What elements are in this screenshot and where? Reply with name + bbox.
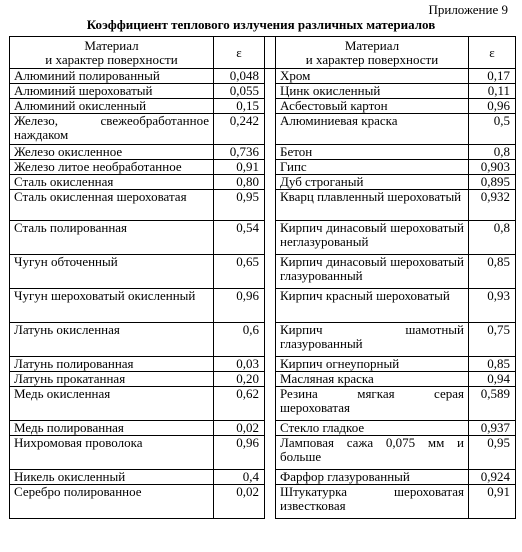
eps-left: 0,048: [214, 69, 265, 84]
table-row: [10, 114, 516, 145]
eps-left: 0,65: [214, 255, 265, 289]
table-row: [10, 436, 516, 470]
eps-left: 0,736: [214, 145, 265, 160]
material-left: Сталь окисленная шероховатая: [10, 190, 214, 221]
eps-right: 0,5: [469, 114, 516, 145]
eps-left: 0,02: [214, 421, 265, 436]
eps-right: 0,8: [469, 221, 516, 255]
material-left: Чугун шероховатый окисленный: [10, 289, 214, 323]
material-left: Железо, свежеобработанное наждаком: [10, 114, 214, 145]
eps-right: 0,932: [469, 190, 516, 221]
header-eps-left: ε: [214, 37, 265, 69]
column-gap: [265, 255, 276, 289]
column-gap: [265, 357, 276, 372]
material-right: Стекло гладкое: [276, 421, 469, 436]
eps-left: 0,055: [214, 84, 265, 99]
material-left: Никель окисленный: [10, 470, 214, 485]
material-right: Фарфор глазурованный: [276, 470, 469, 485]
table-row: [10, 190, 516, 221]
header-material-right: Материал и характер поверхности: [276, 37, 469, 69]
material-left: Медь окисленная: [10, 387, 214, 421]
table-row: [10, 160, 516, 175]
emissivity-table: [9, 36, 516, 519]
table-row: [10, 69, 516, 84]
eps-right: 0,11: [469, 84, 516, 99]
table-body: [10, 69, 516, 519]
column-gap: [265, 160, 276, 175]
column-gap: [265, 485, 276, 519]
column-gap: [265, 289, 276, 323]
material-right: Дуб строганый: [276, 175, 469, 190]
eps-left: 0,80: [214, 175, 265, 190]
eps-right: 0,937: [469, 421, 516, 436]
column-gap: [265, 84, 276, 99]
material-right: Резина мягкая серая шероховатая: [276, 387, 469, 421]
material-left: Нихромовая проволока: [10, 436, 214, 470]
table-row: [10, 372, 516, 387]
material-left: Латунь прокатанная: [10, 372, 214, 387]
eps-right: 0,589: [469, 387, 516, 421]
table-row: [10, 221, 516, 255]
material-right: Кварц плавленный шероховатый: [276, 190, 469, 221]
material-right: Масляная краска: [276, 372, 469, 387]
eps-right: 0,85: [469, 357, 516, 372]
table-row: [10, 421, 516, 436]
material-right: Кирпич динасовый шероховатый неглазурованый: [276, 221, 469, 255]
column-gap: [265, 190, 276, 221]
material-right: Бетон: [276, 145, 469, 160]
header-eps-right: ε: [469, 37, 516, 69]
column-gap: [265, 69, 276, 84]
material-right: Кирпич шамотный глазурованный: [276, 323, 469, 357]
column-gap: [265, 436, 276, 470]
table-row: [10, 485, 516, 519]
appendix-label: Приложение 9: [428, 2, 508, 17]
table-title: Коэффициент теплового излучения различных материалов: [86, 17, 436, 32]
material-right: Кирпич огнеупорный: [276, 357, 469, 372]
eps-right: 0,75: [469, 323, 516, 357]
eps-left: 0,91: [214, 160, 265, 175]
material-right: Штукатурка шероховатая известковая: [276, 485, 469, 519]
eps-left: 0,03: [214, 357, 265, 372]
table-row: [10, 387, 516, 421]
eps-left: 0,54: [214, 221, 265, 255]
eps-right: 0,93: [469, 289, 516, 323]
eps-left: 0,6: [214, 323, 265, 357]
material-left: Железо окисленное: [10, 145, 214, 160]
column-gap: [265, 323, 276, 357]
material-left: Сталь полированная: [10, 221, 214, 255]
table-header-row: [10, 37, 516, 69]
material-left: Сталь окисленная: [10, 175, 214, 190]
eps-right: 0,924: [469, 470, 516, 485]
material-right: Асбестовый картон: [276, 99, 469, 114]
eps-right: 0,903: [469, 160, 516, 175]
eps-left: 0,96: [214, 436, 265, 470]
column-gap: [265, 37, 276, 69]
column-gap: [265, 221, 276, 255]
eps-left: 0,62: [214, 387, 265, 421]
material-left: Алюминий полированный: [10, 69, 214, 84]
table-row: [10, 175, 516, 190]
eps-left: 0,15: [214, 99, 265, 114]
eps-right: 0,96: [469, 99, 516, 114]
material-left: Серебро полированное: [10, 485, 214, 519]
material-right: Хром: [276, 69, 469, 84]
material-left: Латунь полированная: [10, 357, 214, 372]
eps-left: 0,20: [214, 372, 265, 387]
material-right: Кирпич красный шероховатый: [276, 289, 469, 323]
column-gap: [265, 114, 276, 145]
table-row: [10, 289, 516, 323]
material-right: Гипс: [276, 160, 469, 175]
column-gap: [265, 175, 276, 190]
material-left: Железо литое необработанное: [10, 160, 214, 175]
eps-left: 0,02: [214, 485, 265, 519]
table-row: [10, 145, 516, 160]
column-gap: [265, 387, 276, 421]
eps-right: 0,95: [469, 436, 516, 470]
material-right: Алюминиевая краска: [276, 114, 469, 145]
eps-left: 0,242: [214, 114, 265, 145]
column-gap: [265, 99, 276, 114]
eps-left: 0,96: [214, 289, 265, 323]
table-row: [10, 99, 516, 114]
column-gap: [265, 145, 276, 160]
eps-right: 0,91: [469, 485, 516, 519]
material-right: Кирпич динасовый шероховатый глазурованный: [276, 255, 469, 289]
eps-right: 0,17: [469, 69, 516, 84]
header-material-left: Материал и характер поверхности: [10, 37, 214, 69]
table-row: [10, 323, 516, 357]
material-left: Латунь окисленная: [10, 323, 214, 357]
column-gap: [265, 470, 276, 485]
eps-right: 0,85: [469, 255, 516, 289]
eps-right: 0,895: [469, 175, 516, 190]
material-right: Ламповая сажа 0,075 мм и больше: [276, 436, 469, 470]
eps-right: 0,8: [469, 145, 516, 160]
column-gap: [265, 421, 276, 436]
material-right: Цинк окисленный: [276, 84, 469, 99]
material-left: Медь полированная: [10, 421, 214, 436]
table-row: [10, 357, 516, 372]
material-left: Алюминий окисленный: [10, 99, 214, 114]
eps-left: 0,95: [214, 190, 265, 221]
column-gap: [265, 372, 276, 387]
table-row: [10, 84, 516, 99]
table-row: [10, 255, 516, 289]
eps-right: 0,94: [469, 372, 516, 387]
material-left: Чугун обточенный: [10, 255, 214, 289]
eps-left: 0,4: [214, 470, 265, 485]
table-row: [10, 470, 516, 485]
material-left: Алюминий шероховатый: [10, 84, 214, 99]
